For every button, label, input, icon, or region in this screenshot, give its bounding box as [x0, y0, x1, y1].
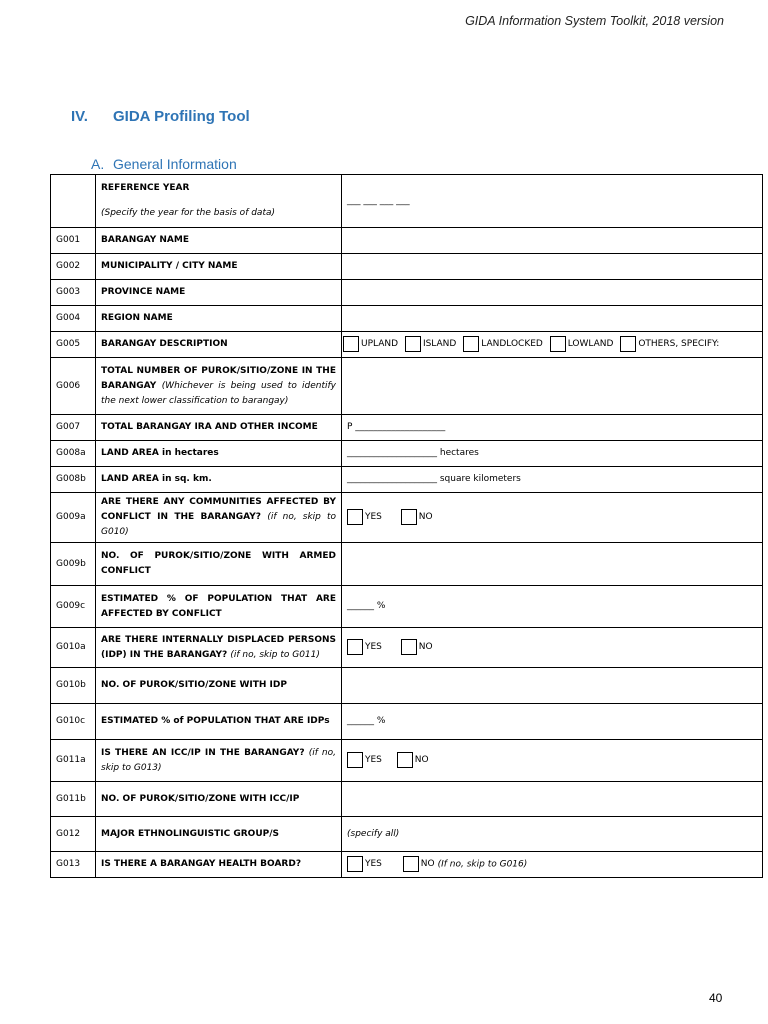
row-label	[96, 493, 342, 543]
reference-year-label: REFERENCE YEAR	[101, 183, 190, 193]
row-label	[96, 628, 342, 668]
conflict-options	[342, 493, 763, 543]
row-label: ESTIMATED % of POPULATION THAT ARE IDPs	[96, 704, 342, 740]
row-code: G010c	[51, 704, 96, 740]
option-label: NO	[418, 641, 433, 652]
table-row	[51, 467, 763, 493]
table-row	[51, 543, 763, 586]
idp-purok-field[interactable]	[342, 668, 763, 704]
idp-percent-field[interactable]: ______ %	[342, 704, 763, 740]
row-label	[96, 175, 342, 228]
subsection-heading	[91, 156, 237, 172]
table-row	[51, 280, 763, 306]
row-label: NO. OF PUROK/SITIO/ZONE WITH ICC/IP	[96, 782, 342, 817]
conflict-percent-field[interactable]: ______ %	[342, 586, 763, 628]
row-code: G003	[51, 280, 96, 306]
row-label: REGION NAME	[96, 306, 342, 332]
icc-ip-purok-field[interactable]	[342, 782, 763, 817]
row-code: G009b	[51, 543, 96, 586]
document-header: GIDA Information System Toolkit, 2018 version	[465, 14, 724, 28]
page-number: 40	[709, 991, 723, 1005]
table-row	[51, 175, 763, 228]
row-code: G005	[51, 332, 96, 358]
land-area-sqkm-field[interactable]: ____________________ square kilometers	[342, 467, 763, 493]
others-checkbox[interactable]	[620, 336, 636, 352]
general-information-table	[50, 174, 763, 878]
province-field[interactable]	[342, 280, 763, 306]
row-label: LAND AREA in sq. km.	[96, 467, 342, 493]
option-label: NO	[418, 511, 433, 522]
row-label-text: ARE THERE INTERNALLY DISPLACED PERSONS (IDP) IN THE BARANGAY?	[101, 634, 336, 660]
table-row	[51, 493, 763, 543]
no-checkbox[interactable]	[401, 639, 417, 655]
barangay-name-field[interactable]	[342, 228, 763, 254]
row-code: G010b	[51, 668, 96, 704]
table-row	[51, 306, 763, 332]
yes-checkbox[interactable]	[347, 856, 363, 872]
section-title: GIDA Profiling Tool	[113, 108, 250, 125]
table-row	[51, 704, 763, 740]
reference-year-field[interactable]: ___ ___ ___ ___	[342, 175, 763, 228]
row-label	[96, 358, 342, 415]
row-code: G002	[51, 254, 96, 280]
option-label: NO	[414, 754, 429, 765]
row-label: TOTAL BARANGAY IRA AND OTHER INCOME	[96, 415, 342, 441]
option-label: ISLAND	[422, 338, 457, 349]
table-row	[51, 228, 763, 254]
option-label: UPLAND	[361, 338, 399, 349]
option-label: LANDLOCKED	[481, 338, 543, 349]
row-code: G013	[51, 852, 96, 878]
municipality-field[interactable]	[342, 254, 763, 280]
row-code: G004	[51, 306, 96, 332]
row-code: G007	[51, 415, 96, 441]
row-label: MAJOR ETHNOLINGUISTIC GROUP/S	[96, 817, 342, 852]
row-label-text: ARE THERE ANY COMMUNITIES AFFECTED BY CONFLICT IN THE BARANGAY?	[101, 497, 336, 522]
table-row	[51, 668, 763, 704]
row-code: G008a	[51, 441, 96, 467]
upland-checkbox[interactable]	[343, 336, 359, 352]
row-note: (if no, skip to G013)	[101, 747, 337, 773]
no-checkbox[interactable]	[401, 509, 417, 525]
row-code: G008b	[51, 467, 96, 493]
option-label: YES	[365, 858, 382, 869]
region-field[interactable]	[342, 306, 763, 332]
subsection-letter: A.	[91, 156, 105, 172]
row-code: G009c	[51, 586, 96, 628]
row-label-text: TOTAL NUMBER OF PUROK/SITIO/ZONE IN THE BARANGAY	[101, 365, 336, 391]
row-label: ESTIMATED % OF POPULATION THAT ARE AFFECTED BY CONFLICT	[96, 586, 342, 628]
island-checkbox[interactable]	[405, 336, 421, 352]
option-label: NO	[420, 858, 435, 869]
lowland-checkbox[interactable]	[550, 336, 566, 352]
table-row	[51, 782, 763, 817]
section-number: IV.	[71, 108, 88, 125]
option-label: YES	[365, 511, 382, 522]
option-label: YES	[365, 641, 382, 652]
section-heading	[71, 108, 250, 125]
yes-checkbox[interactable]	[347, 752, 363, 768]
table-row	[51, 332, 763, 358]
no-checkbox[interactable]	[403, 856, 419, 872]
no-checkbox[interactable]	[397, 752, 413, 768]
option-note: (If no, skip to G016)	[437, 859, 528, 870]
row-note: (if no, skip to G011)	[230, 649, 320, 660]
row-label: LAND AREA in hectares	[96, 441, 342, 467]
land-area-hectares-field[interactable]: ____________________ hectares	[342, 441, 763, 467]
landlocked-checkbox[interactable]	[463, 336, 479, 352]
row-label: BARANGAY NAME	[96, 228, 342, 254]
row-code: G012	[51, 817, 96, 852]
table-row	[51, 852, 763, 878]
row-label: PROVINCE NAME	[96, 280, 342, 306]
reference-year-note: (Specify the year for the basis of data)	[101, 208, 276, 218]
table-row	[51, 817, 763, 852]
table-row	[51, 254, 763, 280]
table-row	[51, 415, 763, 441]
yes-checkbox[interactable]	[347, 639, 363, 655]
row-note: (Whichever is being used to identify the next lower classification to barangay)	[101, 380, 336, 406]
row-note: (if no, skip to G010)	[101, 512, 336, 537]
row-code: G011b	[51, 782, 96, 817]
armed-conflict-purok-field[interactable]	[342, 543, 763, 586]
option-label: YES	[365, 754, 382, 765]
option-label: LOWLAND	[567, 338, 614, 349]
row-code: G009a	[51, 493, 96, 543]
row-code: G010a	[51, 628, 96, 668]
table-row	[51, 628, 763, 668]
health-board-options	[342, 852, 763, 878]
yes-checkbox[interactable]	[347, 509, 363, 525]
option-label: OTHERS, SPECIFY:	[638, 338, 720, 349]
row-code	[51, 175, 96, 228]
table-row	[51, 441, 763, 467]
row-label: NO. OF PUROK/SITIO/ZONE WITH ARMED CONFLICT	[96, 543, 342, 586]
row-label: IS THERE A BARANGAY HEALTH BOARD?	[96, 852, 342, 878]
row-label	[96, 740, 342, 782]
row-label: NO. OF PUROK/SITIO/ZONE WITH IDP	[96, 668, 342, 704]
barangay-description-options	[342, 332, 763, 358]
table-row	[51, 586, 763, 628]
purok-count-field[interactable]	[342, 358, 763, 415]
row-label: BARANGAY DESCRIPTION	[96, 332, 342, 358]
row-code: G011a	[51, 740, 96, 782]
table-row	[51, 358, 763, 415]
ethnolinguistic-field[interactable]: (specify all)	[342, 817, 763, 852]
table-row	[51, 740, 763, 782]
row-code: G001	[51, 228, 96, 254]
icc-ip-options	[342, 740, 763, 782]
row-code: G006	[51, 358, 96, 415]
row-label: MUNICIPALITY / CITY NAME	[96, 254, 342, 280]
row-label-text: IS THERE AN ICC/IP IN THE BARANGAY?	[101, 747, 305, 758]
subsection-title: General Information	[113, 156, 237, 172]
idp-options	[342, 628, 763, 668]
ira-income-field[interactable]: P ____________________	[342, 415, 763, 441]
